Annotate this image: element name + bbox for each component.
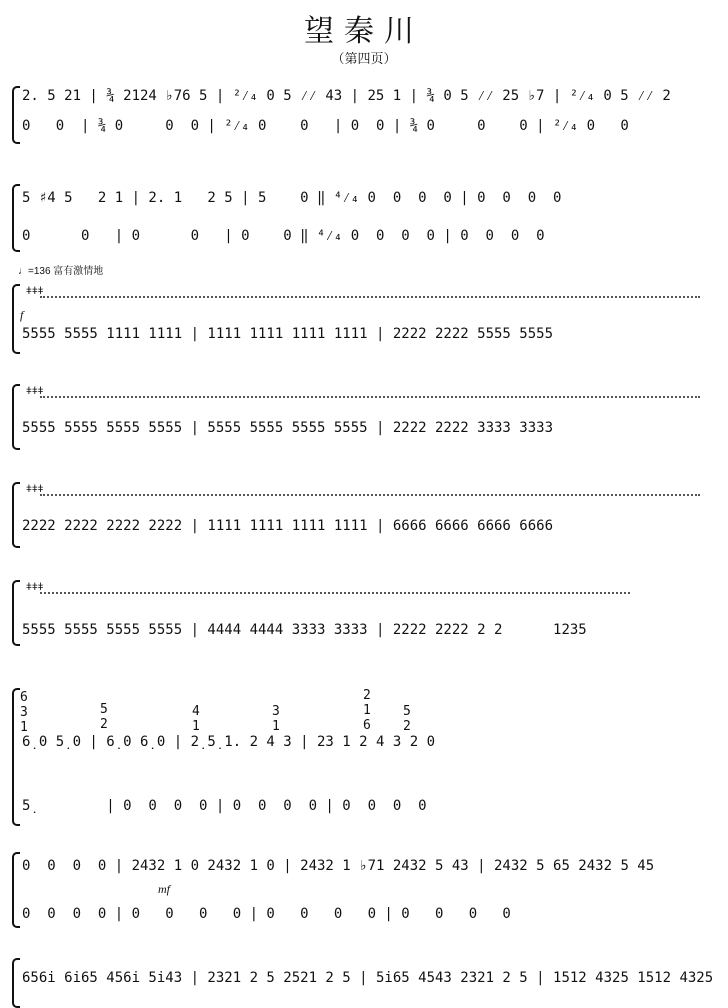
dynamic-mf: mf [158, 882, 170, 896]
system-5-notes: 2222 2222 2222 2222 | 1111 1111 1111 1111 | 6666 6666 6666 6666 [22, 518, 554, 534]
system-4 [0, 382, 728, 454]
tremolo-mark: ǂǂǂ [26, 582, 44, 593]
system-4-notes: 5555 5555 5555 5555 | 5555 5555 5555 5555 | 2222 2222 3333 3333 [22, 420, 554, 436]
system-bracket [12, 184, 20, 252]
chord: 4 1 [192, 704, 200, 734]
chord: 3 1 [272, 704, 280, 734]
system-9 [0, 956, 728, 1005]
system-1 [0, 82, 728, 144]
system-6 [0, 578, 728, 650]
tremolo-extension-line [40, 494, 700, 496]
system-6-notes: 5555 5555 5555 5555 | 4444 4444 3333 3333 | 2222 2222 2 2 1235 [22, 622, 587, 638]
system-7-upper: 6̣ 0 5̣ 0 | 6̣ 0 6̣ 0 | 2̣ 5̣ 1. 2 4 3 | 23 1 2 4 3 2 0 [22, 734, 436, 750]
tremolo-extension-line [40, 396, 700, 398]
chord: 6 3 1 [20, 690, 28, 735]
tremolo-mark: ǂǂǂ [26, 484, 44, 495]
system-2-upper: 5 ♯4 5 2 1 | 2. 1 2 5 | 5 0 ‖ ⁴⁄₄ 0 0 0 0 | 0 0 0 0 [22, 190, 562, 206]
chord: 5 2 [100, 702, 108, 732]
system-1-upper: 2. 5 21 | ¾ 2124 ♭76 5 | ²⁄₄ 0 5 ⁄⁄ 43 | 25 1 | ¾ 0 5 ⁄⁄ 25 ♭7 | ²⁄₄ 0 5 ⁄⁄ 2 [22, 88, 671, 104]
tremolo-extension-line [40, 592, 630, 594]
system-2 [0, 180, 728, 254]
chord: 5 2 [403, 704, 411, 734]
chord: 2 1 6 [363, 688, 371, 733]
tremolo-extension-line [40, 296, 700, 298]
system-bracket [12, 580, 20, 646]
system-bracket [12, 384, 20, 450]
system-bracket [12, 86, 20, 144]
page-subtitle: （第四页） [331, 51, 397, 66]
system-3-notes: 5555 5555 1111 1111 | 1111 1111 1111 1111 | 2222 2222 5555 5555 [22, 326, 554, 342]
tremolo-mark: ǂǂǂ [26, 386, 44, 397]
system-2-lower: 0 0 | 0 0 | 0 0 ‖ ⁴⁄₄ 0 0 0 0 | 0 0 0 0 [22, 228, 545, 244]
system-3 [0, 282, 728, 354]
system-bracket [12, 958, 20, 1008]
system-bracket [12, 688, 20, 826]
system-1-lower: 0 0 | ¾ 0 0 0 | ²⁄₄ 0 0 | 0 0 | ¾ 0 0 0 | ²⁄₄ 0 0 [22, 118, 629, 134]
system-8-upper: 0 0 0 0 | 2432 1 0 2432 1 0 | 2432 1 ♭71 2432 5 43 | 2432 5 65 2432 5 45 [22, 858, 655, 874]
tremolo-mark: ǂǂǂ [26, 286, 44, 297]
system-bracket [12, 852, 20, 928]
page-title: 望秦川 [304, 15, 424, 48]
tempo-marking: ♩=136 富有激情地 [18, 266, 104, 277]
system-9-notes: 656i 6i65 456i 5i43 | 2321 2 5 2521 2 5 | 5i65 4543 2321 2 5 | 1512 4325 1512 4325 [22, 970, 714, 986]
system-bracket [12, 284, 20, 354]
system-5 [0, 480, 728, 552]
system-bracket [12, 482, 20, 548]
system-8-lower: 0 0 0 0 | 0 0 0 0 | 0 0 0 0 | 0 0 0 0 [22, 906, 511, 922]
system-8 [0, 848, 728, 928]
system-7-lower: 5̣ | 0 0 0 0 | 0 0 0 0 | 0 0 0 0 [22, 798, 427, 814]
system-7 [0, 688, 728, 828]
dynamic-f: f [20, 308, 24, 322]
